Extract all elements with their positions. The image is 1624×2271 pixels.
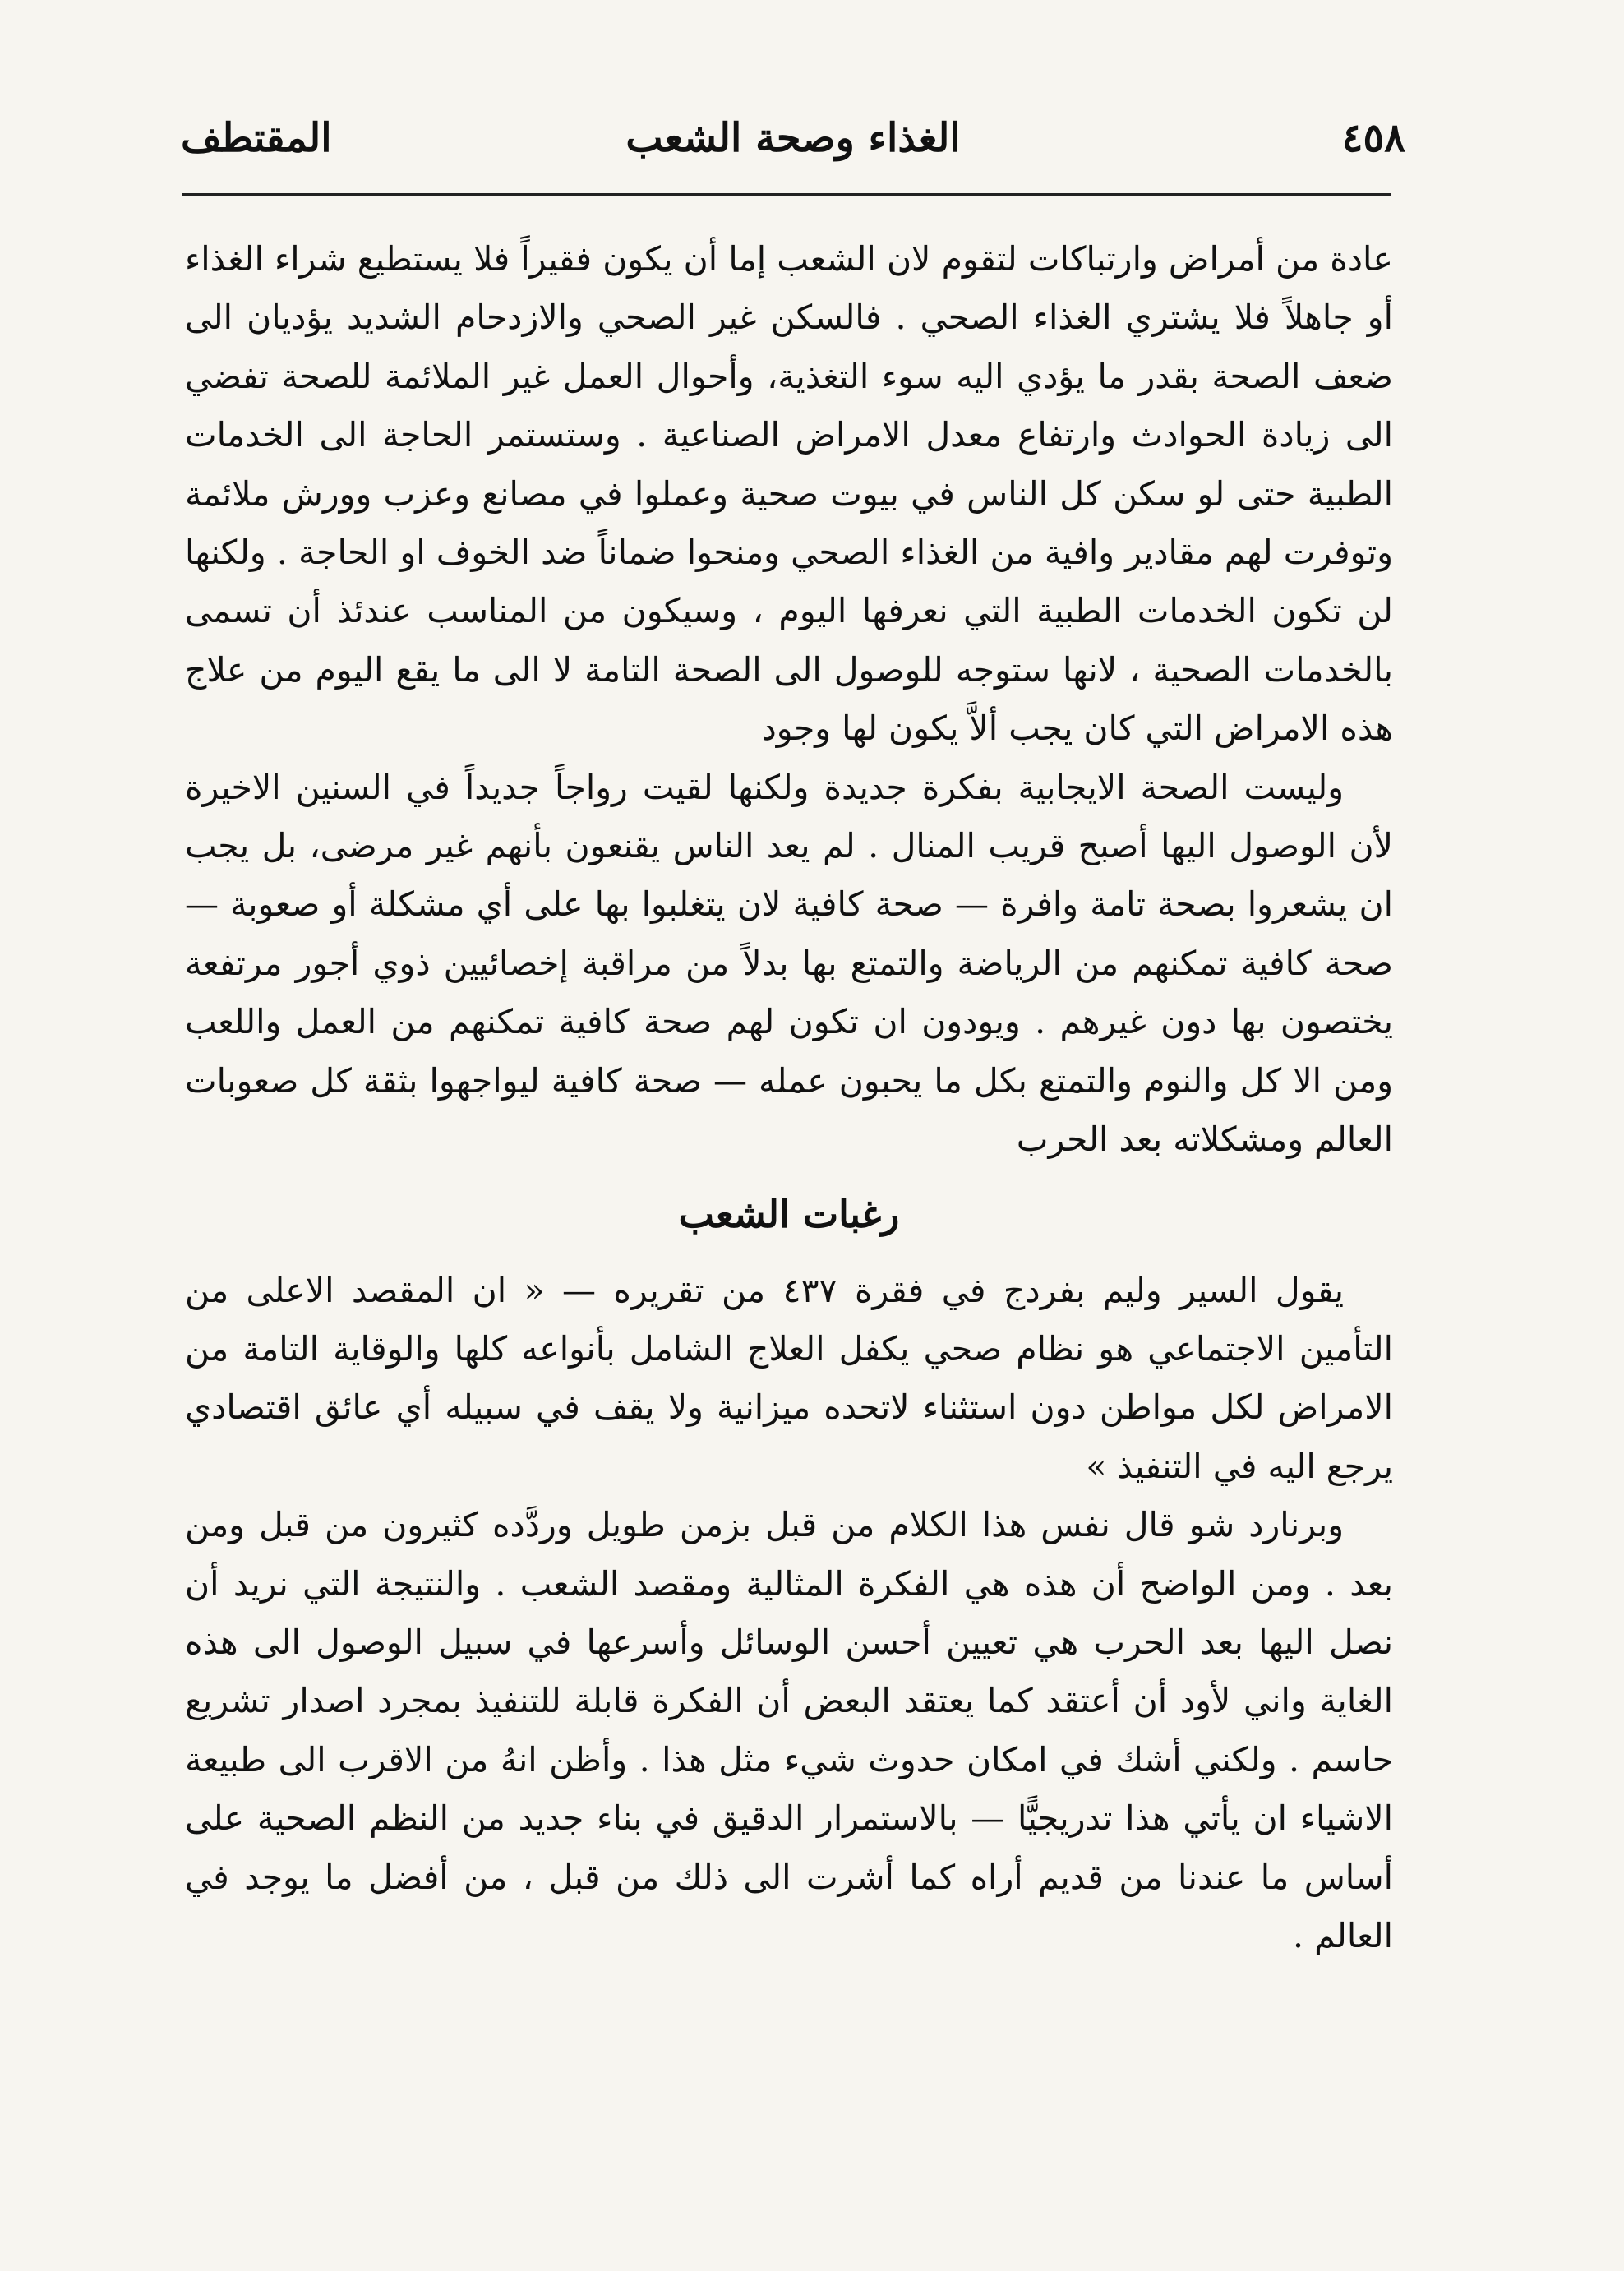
paragraph: عادة من أمراض وارتباكات لتقوم لان الشعب إما أن يكون فقيراً فلا يستطيع شراء الغذاء أو جاهلاً فلا يشتري الغذاء الصحي . فالسكن غير الصحي والازدحام الشديد يؤديان الى ضعف الصحة بقدر ما يؤدي اليه سوء التغذية، وأحوال العمل غير الملائمة للصحة تفضي الى زيادة الحوادث وارتفاع معدل الامراض الصناعية . وستستمر الحاجة الى الخدمات الطبية حتى لو سكن كل الناس في بيوت صحية وعملوا في مصانع وعزب وورش ملائمة وتوفرت لهم مقادير وافية من الغذاء الصحي ومنحوا ضماناً ضد الخوف او الحاجة . ولكنها لن تكون الخدمات الطبية التي نعرفها اليوم ، وسيكون من المناسب عندئذ أن تسمى بالخدمات الصحية ، لانها ستوجه للوصول الى الصحة التامة لا الى ما يقع اليوم من علاج هذه الامراض التي كان يجب ألاَّ يكون لها وجود — [185, 239, 1393, 749]
section-heading: رغبات الشعب — [678, 1191, 900, 1236]
paragraph: وبرنارد شو قال نفس هذا الكلام من قبل بزمن طويل وردَّده كثيرون من قبل ومن بعد . ومن الواضح أن هذه هي الفكرة المثالية ومقصد الشعب . والنتيجة التي نريد أن نصل اليها بعد الحرب هي تعيين أحسن الوسائل وأسرعها في سبيل الوصول الى هذه الغاية واني لأود أن أعتقد كما يعتقد البعض أن الفكرة قابلة للتنفيذ بمجرد اصدار تشريع حاسم . ولكني أشك في امكان حدوث شيء مثل هذا . وأظن انهُ من الاقرب الى طبيعة الاشياء ان يأتي هذا تدريجيًّا — بالاستمرار الدقيق في بناء جديد من النظم الصحية على أساس ما عندنا من قديم أراه كما أشرت الى ذلك من قبل ، من أفضل ما يوجد في العالم . — [185, 1505, 1393, 1955]
page-number: ٤٥٨ — [1341, 115, 1405, 161]
running-title: الغذاء وصحة الشعب — [625, 115, 961, 161]
header-rule — [182, 193, 1391, 196]
paragraph: وليست الصحة الايجابية بفكرة جديدة ولكنها لقيت رواجاً جديداً في السنين الاخيرة لأن الوصول اليها أصبح قريب المنال . لم يعد الناس يقنعون بأنهم غير مرضى، بل يجب ان يشعروا بصحة تامة وافرة — صحة كافية لان يتغلبوا بها على أي مشكلة أو صعوبة — صحة كافية تمكنهم من الرياضة والتمتع بها بدلاً من مراقبة إخصائيين ذوي أجور مرتفعة يختصون بها دون غيرهم . ويودون ان تكون لهم صحة كافية تمكنهم من العمل واللعب ومن الا كل والنوم والتمتع بكل ما يحبون عمله — صحة كافية ليواجهوا بثقة كل صعوبات العالم ومشكلاته بعد الحرب — [185, 767, 1393, 1160]
magazine-name: المقتطف — [181, 115, 332, 161]
page-header — [181, 107, 1405, 181]
paragraph: يقول السير وليم بفردج في فقرة ٤٣٧ من تقريره — « ان المقصد الاعلى من التأمين الاجتماعي هو نظام صحي يكفل العلاج الشامل بأنواعه كلها والوقاية التامة من الامراض لكل مواطن دون استثناء لاتحده ميزانية ولا يقف في سبيله أي عائق اقتصادي يرجع اليه في التنفيذ » — [185, 1270, 1393, 1486]
article-body — [185, 230, 1393, 1965]
